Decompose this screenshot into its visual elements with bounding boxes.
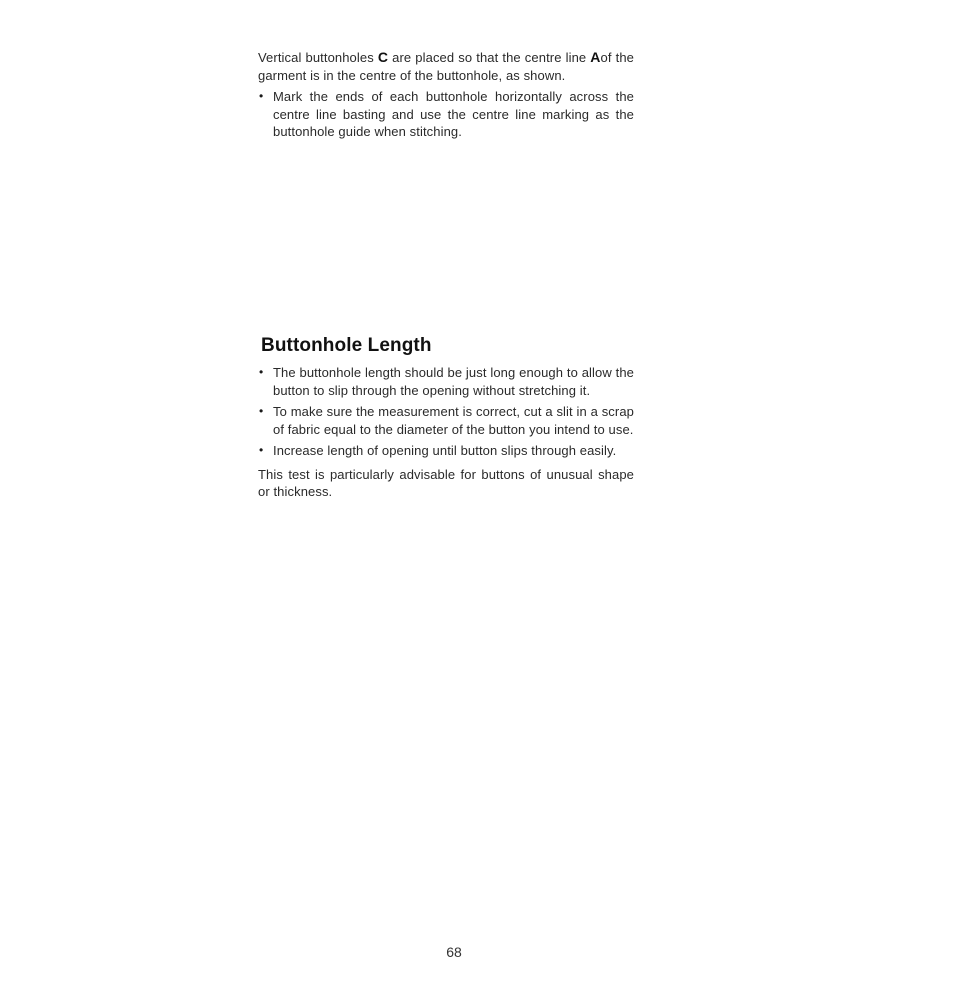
intro-text-part2: are placed so that the centre line: [388, 50, 591, 65]
intro-bullet-item: • Mark the ends of each buttonhole horizontally across the centre line basting and use the centre line marking as the buttonhole guide when stitching.: [258, 88, 634, 141]
length-bullet-list: [258, 364, 634, 460]
label-a: A: [590, 49, 601, 65]
length-bullet-item: • Increase length of opening until button slips through easily.: [258, 442, 634, 460]
intro-section: [258, 49, 634, 141]
label-c: C: [377, 49, 389, 65]
length-bullet-item: • To make sure the measurement is correct, cut a slit in a scrap of fabric equal to the diameter of the button you intend to use.: [258, 403, 634, 438]
intro-text-part1: Vertical buttonholes: [258, 50, 378, 65]
intro-bullet-list: [258, 88, 634, 141]
buttonhole-length-section: [258, 334, 634, 501]
length-bullet-item: • The buttonhole length should be just long enough to allow the button to slip through the opening without stretching it.: [258, 364, 634, 399]
section-heading: Buttonhole Length: [261, 335, 432, 356]
page-number: 68: [446, 944, 462, 960]
intro-paragraph: [258, 49, 634, 84]
intro-text-part3: of the garment is in the centre of the buttonhole, as shown.: [258, 50, 634, 83]
closing-paragraph: This test is particularly advisable for buttons of unusual shape or thickness.: [258, 466, 634, 499]
